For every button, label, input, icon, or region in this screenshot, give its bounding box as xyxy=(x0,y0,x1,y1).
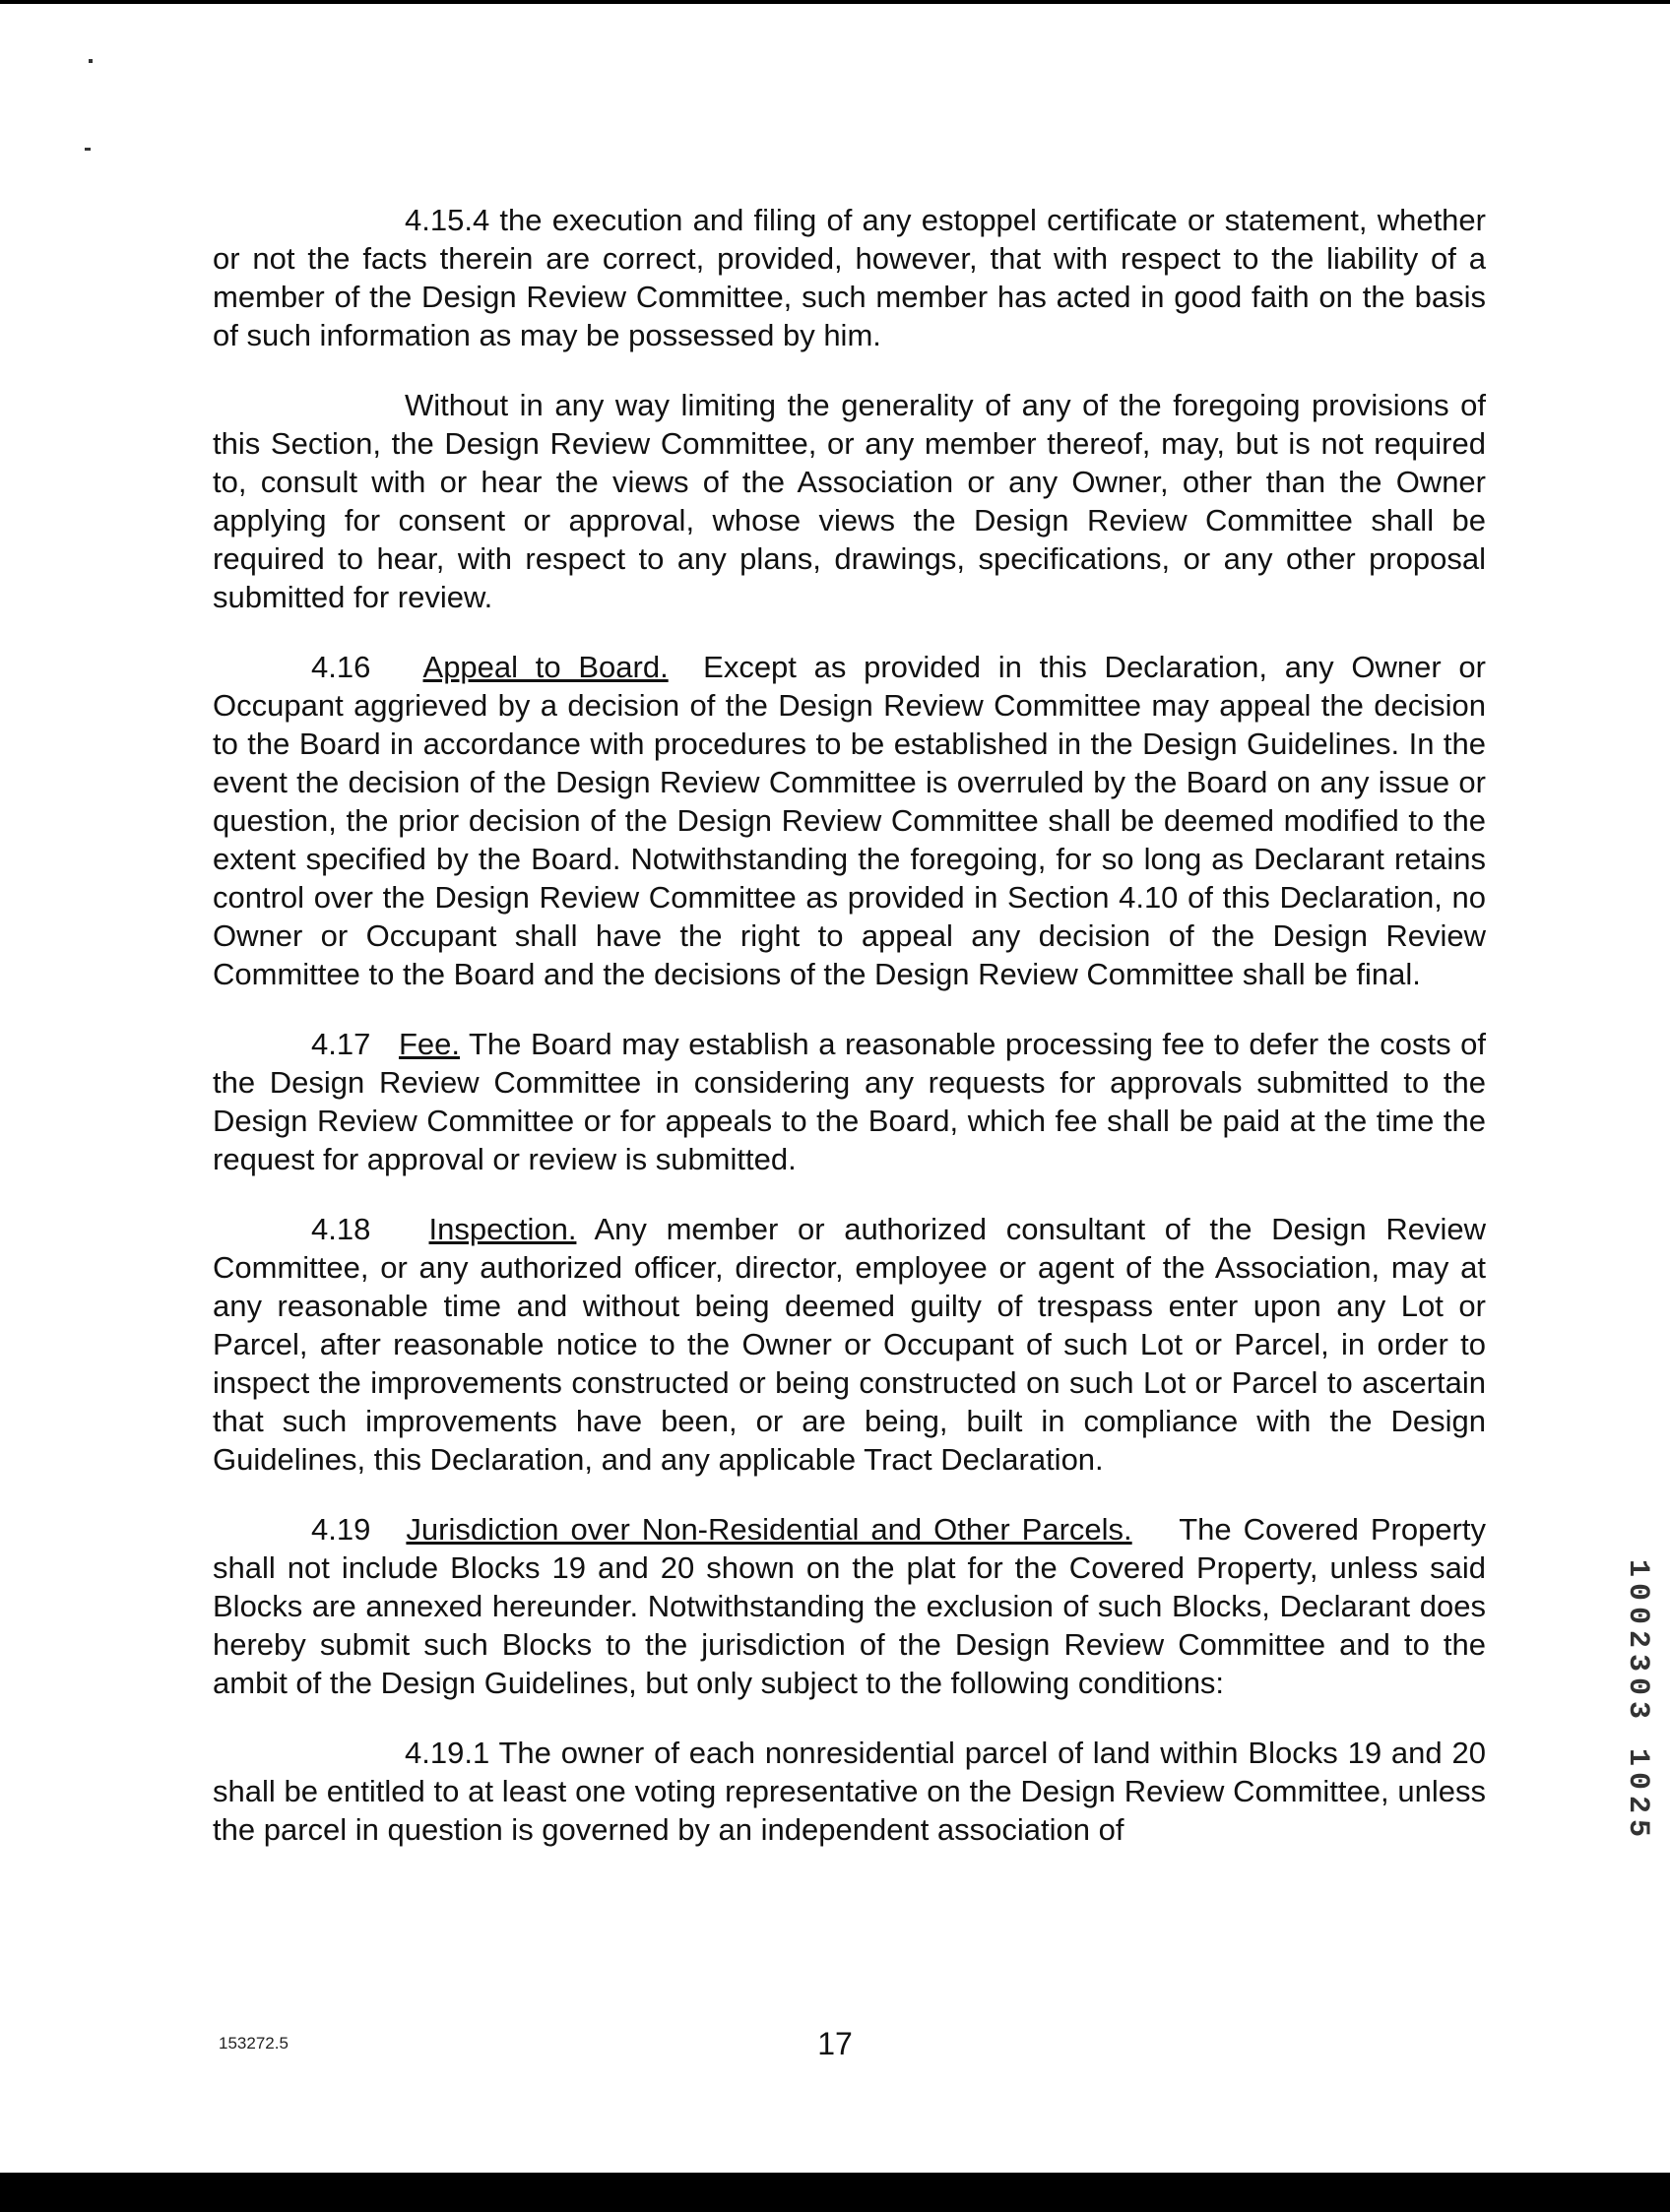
scan-speck xyxy=(85,148,91,151)
section-body: The Covered Property shall not include Blocks 19 and 20 shown on the plat for the Covered Property, unless said Blocks are annexed hereunder. Notwithstanding the exclusion of such Blocks, Declarant does hereby submit such Blocks to the jurisdiction of the Design Review Committee and to the ambit of the Design Guidelines, but only subject to the following conditions: xyxy=(213,1512,1486,1700)
document-id: 153272.5 xyxy=(219,2034,289,2053)
page-number: 17 xyxy=(817,2026,853,2061)
section-4-16 xyxy=(213,648,1486,993)
section-number: 4.19 xyxy=(311,1512,371,1547)
paragraph-4-15-4: 4.15.4 the execution and filing of any estoppel certificate or statement, whether or not the facts therein are correct, provided, however, that with respect to the liability of a member of the Design Review Committee, such member has acted in good faith on the basis of such information as may be possessed by him. xyxy=(213,203,1486,352)
section-4-18 xyxy=(213,1210,1486,1479)
section-4-19 xyxy=(213,1510,1486,1702)
section-body: Except as provided in this Declaration, any Owner or Occupant aggrieved by a decision of the Design Review Committee may appeal the decision to the Board in accordance with procedures to be established in the Design Guidelines. In the event the decision of the Design Review Committee is overruled by the Board on any issue or question, the prior decision of the Design Review Committee shall be deemed modified to the extent specified by the Board. Notwithstanding the foregoing, for so long as Declarant retains control over the Design Review Committee as provided in Section 4.10 of this Declaration, no Owner or Occupant shall have the right to appeal any decision of the Design Review Committee to the Board and the decisions of the Design Review Committee shall be final. xyxy=(213,650,1486,991)
section-number: 4.18 xyxy=(311,1212,371,1246)
paragraph-without-limiting: Without in any way limiting the generality of any of the foregoing provisions of this Section, the Design Review Committee, or any member thereof, may, but is not required to, consult with or hear the views of the Association or any Owner, other than the Owner applying for consent or approval, whose views the Design Review Committee shall be required to hear, with respect to any plans, drawings, specifications, or any other proposal submitted for review. xyxy=(213,388,1486,614)
section-body: Any member or authorized consultant of the Design Review Committee, or any authorized officer, director, employee or agent of the Association, may at any reasonable time and without being deemed guilty of trespass enter upon any Lot or Parcel, after reasonable notice to the Owner or Occupant of such Lot or Parcel, in order to inspect the improvements constructed or being constructed on such Lot or Parcel to ascertain that such improvements have been, or are being, built in compliance with the Design Guidelines, this Declaration, and any applicable Tract Declaration. xyxy=(213,1212,1487,1477)
section-4-17 xyxy=(213,1025,1486,1178)
section-body: The Board may establish a reasonable processing fee to defer the costs of the Design Review Committee in considering any requests for approvals submitted to the Design Review Committee or for appeals to the Board, which fee shall be paid at the time the request for approval or review is submitted. xyxy=(213,1027,1486,1176)
scan-speck xyxy=(89,59,93,63)
section-heading: Inspection. xyxy=(428,1212,577,1246)
margin-stamp-text: 1002303 1025 xyxy=(1621,1559,1654,1844)
section-number: 4.16 xyxy=(311,650,371,684)
section-number: 4.17 xyxy=(311,1027,371,1061)
section-heading: Jurisdiction over Non-Residential and Other Parcels. xyxy=(406,1512,1132,1547)
section-heading: Fee. xyxy=(398,1027,460,1061)
margin-stamp xyxy=(1615,1559,1654,1924)
section-heading: Appeal to Board. xyxy=(422,650,669,684)
page-body xyxy=(213,201,1486,1880)
paragraph-4-19-1: 4.19.1 The owner of each nonresidential parcel of land within Blocks 19 and 20 shall be entitled to at least one voting representative on the Design Review Committee, unless the parcel in question is governed by an independent association of xyxy=(213,1736,1486,1847)
